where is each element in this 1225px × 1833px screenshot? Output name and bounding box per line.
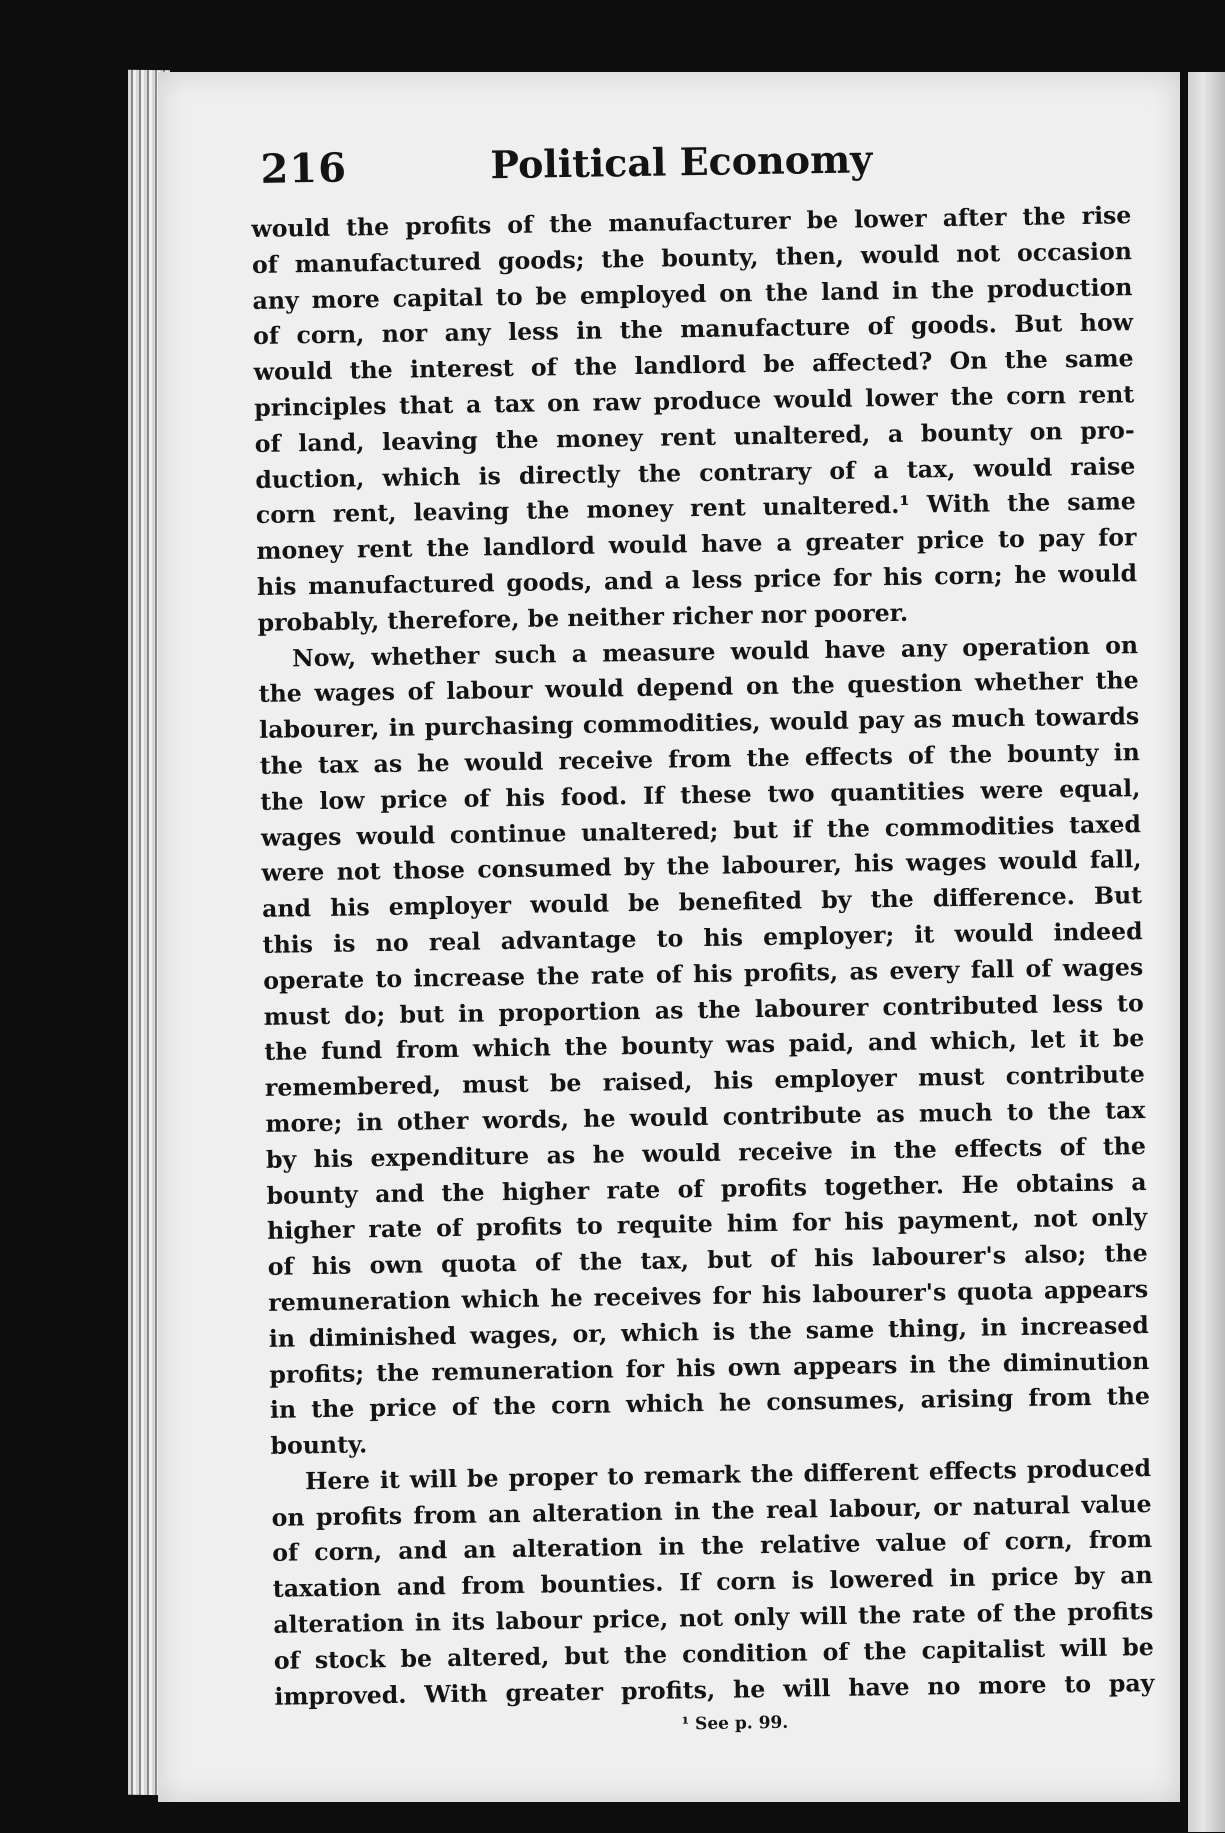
- text-line: and his employer would be benefited by the difference. But: [261, 881, 1143, 924]
- text-line: remembered, must be raised, his employer must contribute: [264, 1060, 1146, 1103]
- text-line: duction, which is directly the contrary of a tax, would raise: [255, 451, 1136, 494]
- text-line: the fund from which the bounty was paid, and which, let it be: [264, 1024, 1145, 1067]
- text-line: bounty.: [270, 1430, 368, 1460]
- text-line: remuneration which he receives for his labourer's quota appears: [268, 1274, 1149, 1317]
- text-line: of corn, nor any less in the manufacture of goods. But how: [252, 308, 1134, 351]
- text-line: of his own quota of the tax, but of his labourer's also; the: [267, 1239, 1148, 1281]
- text-line: probably, therefore, be neither richer nor poorer.: [257, 598, 909, 637]
- text-line: taxation and from bounties. If corn is lowered in price by an: [272, 1561, 1153, 1604]
- text-line: of stock be altered, but the condition of the capitalist will be: [273, 1632, 1155, 1675]
- text-line: would the interest of the landlord be affected? On the same: [253, 344, 1134, 387]
- text-line: principles that a tax on raw produce would lower the corn rent: [254, 380, 1135, 422]
- page-number: 216: [260, 144, 348, 193]
- text-line: wages would continue unaltered; but if the commodities taxed: [260, 809, 1142, 852]
- facing-page-edge: [1188, 72, 1225, 1832]
- text-line: must do; but in proportion as the labourer contributed less to: [263, 988, 1144, 1031]
- text-line: in the price of the corn which he consumes, arising from the: [269, 1382, 1151, 1425]
- text-line: in diminished wages, or, which is the same thing, in increased: [268, 1310, 1149, 1353]
- text-line: his manufactured goods, and a less price for his corn; he would: [256, 559, 1138, 601]
- text-line: were not those consumed by the labourer, his wages would fall,: [261, 845, 1142, 888]
- text-line: would the profits of the manufacturer be lower after the rise: [251, 201, 1132, 243]
- text-line: the tax as he would receive from the effects of the bounty in: [259, 738, 1140, 780]
- text-line: any more capital to be employed on the land in the production: [252, 272, 1133, 315]
- text-line: by his expenditure as he would receive in the effects of the: [265, 1131, 1147, 1174]
- text-line: Now, whether such a measure would have any operation on: [291, 630, 1139, 672]
- text-line: higher rate of profits to requite him for his payment, not only: [266, 1203, 1148, 1246]
- running-head: [250, 124, 1131, 206]
- text-line: of land, leaving the money rent unaltered, a bounty on pro-: [254, 415, 1135, 458]
- footnote: ¹ See p. 99.: [681, 1713, 789, 1735]
- text-line: the wages of labour would depend on the question whether the: [258, 666, 1139, 709]
- text-line: bounty and the higher rate of profits together. He obtains a: [266, 1167, 1147, 1210]
- text-line: money rent the landlord would have a greater price to pay for: [256, 523, 1137, 566]
- text-line: corn rent, leaving the money rent unaltered.¹ With the same: [255, 487, 1137, 530]
- text-line: this is no real advantage to his employer; it would indeed: [262, 917, 1143, 959]
- book-page: [158, 72, 1180, 1802]
- text-line: Here it will be proper to remark the different effects produced: [304, 1453, 1152, 1496]
- body-text: [251, 198, 1155, 1715]
- text-line: of corn, and an alteration in the relative value of corn, from: [272, 1525, 1153, 1568]
- text-line: on profits from an alteration in the real labour, or natural value: [271, 1489, 1152, 1532]
- text-line: the low price of his food. If these two quantities were equal,: [260, 773, 1141, 816]
- text-line: labourer, in purchasing commodities, would pay as much towards: [259, 702, 1140, 745]
- text-line: operate to increase the rate of his profits, as every fall of wages: [263, 952, 1144, 995]
- text-line: improved. With greater profits, he will have no more to pay: [274, 1668, 1155, 1711]
- text-line: more; in other words, he would contribute as much to the tax: [265, 1095, 1146, 1138]
- page-content: [250, 124, 1155, 1748]
- text-line: of manufactured goods; the bounty, then, would not occasion: [251, 236, 1133, 279]
- running-title: Political Economy: [490, 136, 873, 188]
- text-line: alteration in its labour price, not only will the rate of the profits: [273, 1597, 1154, 1639]
- text-line: profits; the remuneration for his own appears in the diminution: [269, 1346, 1150, 1389]
